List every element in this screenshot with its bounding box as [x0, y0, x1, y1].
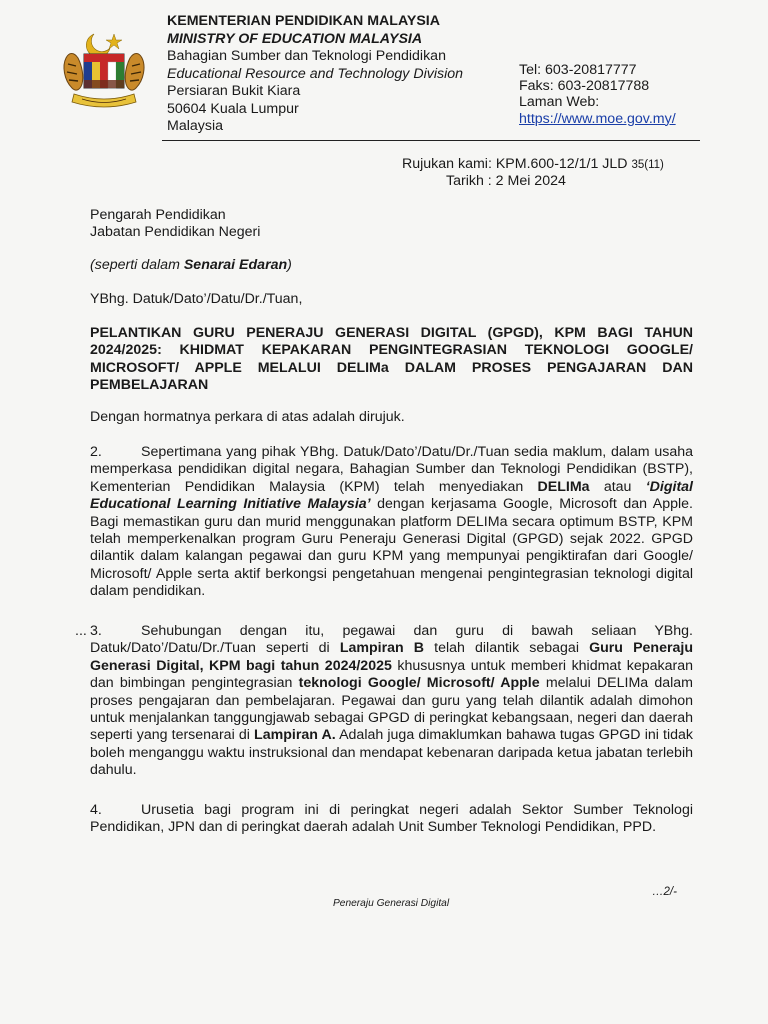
paragraph-text: dengan kerjasama Google, Microsoft dan Apple. Bagi memastikan guru dan murid menggunakan platform DELIMa secara optimum BSTP, KPM telah memperkenalkan program Guru Peneraju Generasi Digital (GPGD) sejak 2022. GPGD dilantik dalam kalangan pegawai dan guru KPM yang mempunyai pengiktirafan dari Google/ Microsoft/ Apple serta aktif berkongsi pengetahuan mengenai pengintegrasian teknologi digital dalam pendidikan. [90, 496, 693, 600]
website-label: Laman Web: [519, 94, 600, 111]
page-footer: Peneraju Generasi Digital [333, 898, 450, 909]
technology-list: teknologi Google/ Microsoft/ Apple [298, 675, 540, 692]
paragraph-3 [75, 623, 694, 780]
address-line-3: Malaysia [167, 118, 223, 134]
recipient-line-2: Jabatan Pendidikan Negeri [90, 224, 261, 241]
address-line-2: 50604 Kuala Lumpur [167, 100, 299, 117]
ministry-crest-logo [58, 28, 150, 116]
paragraph-text: khususnya untuk memberi khidmat kepakaran dan bimbingan pengintegrasian [90, 657, 693, 692]
paragraph-text: Sehubungan dengan itu, pegawai dan guru di bawah seliaan YBhg. Datuk/Dato’/Datu/Dr./Tuan seperti di [90, 623, 693, 657]
division-name-ms: Bahagian Sumber dan Teknologi Pendidikan [167, 48, 446, 64]
fax: Faks: 603-20817788 [519, 78, 650, 95]
reference-suffix: 35(11) [631, 159, 664, 171]
division-name-en: Educational Resource and Technology Division [167, 65, 464, 82]
paragraph-number: 2. [90, 444, 102, 460]
recipient-line-1: Pengarah Pendidikan [90, 207, 226, 223]
paragraph-text: telah dilantik sebagai [424, 640, 590, 657]
letterhead-block [167, 13, 463, 136]
paragraph-text: Sepertimana yang pihak YBhg. Datuk/Dato’/Datu/Dr./Tuan sedia maklum, dalam usaha memperkasa pendidikan digital negara, Bahagian Sumber dan Teknologi Pendidikan (BSTP), Kementerian Pendidikan Malaysia (KPM) telah menyediakan [90, 444, 693, 495]
address-line-1: Persiaran Bukit Kiara [167, 83, 301, 99]
contact-block [519, 62, 676, 127]
website-link[interactable]: https://www.moe.gov.my/ [519, 110, 676, 127]
paragraph-text: atau [589, 478, 646, 495]
circulation-list-name: Senarai Edaran [183, 257, 288, 273]
delima-full-name: ‘Digital Educational Learning Initiative Malaysia’ [90, 478, 693, 513]
letter-date: Tarikh : 2 Mei 2024 [446, 173, 566, 189]
circulation-note [90, 257, 292, 274]
next-page-marker: …2/- [652, 886, 677, 898]
appendix-a-ref: Lampiran A. [254, 727, 336, 744]
recipient-block [90, 207, 260, 242]
reference-text: Rujukan kami: KPM.600-12/1/1 JLD [402, 156, 628, 172]
paragraph-text: Adalah juga dimaklumkan bahawa tugas GPGD ini tidak boleh menganggu waktu instruksional dan mendapat kebenaran daripada ketua jabatan terlebih dahulu. [90, 727, 693, 779]
paragraph-text: melalui DELIMa dalam proses pengajaran dan pembelajaran. Pegawai dan guru yang telah dilantik adalah dimohon untuk menjalankan tanggungjawab sebagai GPGD di peringkat kebangsaan, negeri dan daerah seperti yang tersenarai di [90, 675, 693, 744]
ministry-name-en: MINISTRY OF EDUCATION MALAYSIA [167, 30, 423, 47]
paragraph-number: 3. [90, 623, 102, 639]
paragraph-number: 4. [90, 802, 102, 818]
paragraph-2 [90, 444, 693, 601]
circulation-suffix: ) [287, 257, 292, 273]
delima-name: DELIMa [537, 478, 590, 495]
appendix-b-ref: Lampiran B [339, 640, 425, 657]
ministry-name-ms: KEMENTERIAN PENDIDIKAN MALAYSIA [167, 13, 440, 29]
subject-heading: PELANTIKAN GURU PENERAJU GENERASI DIGITAL (GPGD), KPM BAGI TAHUN 2024/2025: KHIDMAT KEPAKARAN PENGINTEGRASIAN TEKNOLOGI GOOGLE/ MICROSOFT/ APPLE MELALUI DELIMa DALAM PROSES PENGAJARAN DAN PEMBELAJARAN [90, 325, 693, 394]
header-divider [162, 140, 700, 141]
reference-number [402, 156, 664, 174]
continuation-marker: ... [75, 623, 87, 639]
salutation: YBhg. Datuk/Dato’/Datu/Dr./Tuan, [90, 291, 303, 307]
paragraph-text: Urusetia bagi program ini di peringkat negeri adalah Sektor Sumber Teknologi Pendidikan, JPN dan di peringkat daerah adalah Unit Sumber Teknologi Pendidikan, PPD. [90, 802, 693, 836]
circulation-prefix: (seperti dalam [90, 257, 184, 273]
paragraph-1: Dengan hormatnya perkara di atas adalah dirujuk. [90, 409, 405, 425]
paragraph-4 [90, 802, 693, 837]
program-title: Guru Peneraju Generasi Digital, KPM bagi tahun 2024/2025 [90, 640, 694, 674]
telephone: Tel: 603-20817777 [519, 62, 637, 78]
